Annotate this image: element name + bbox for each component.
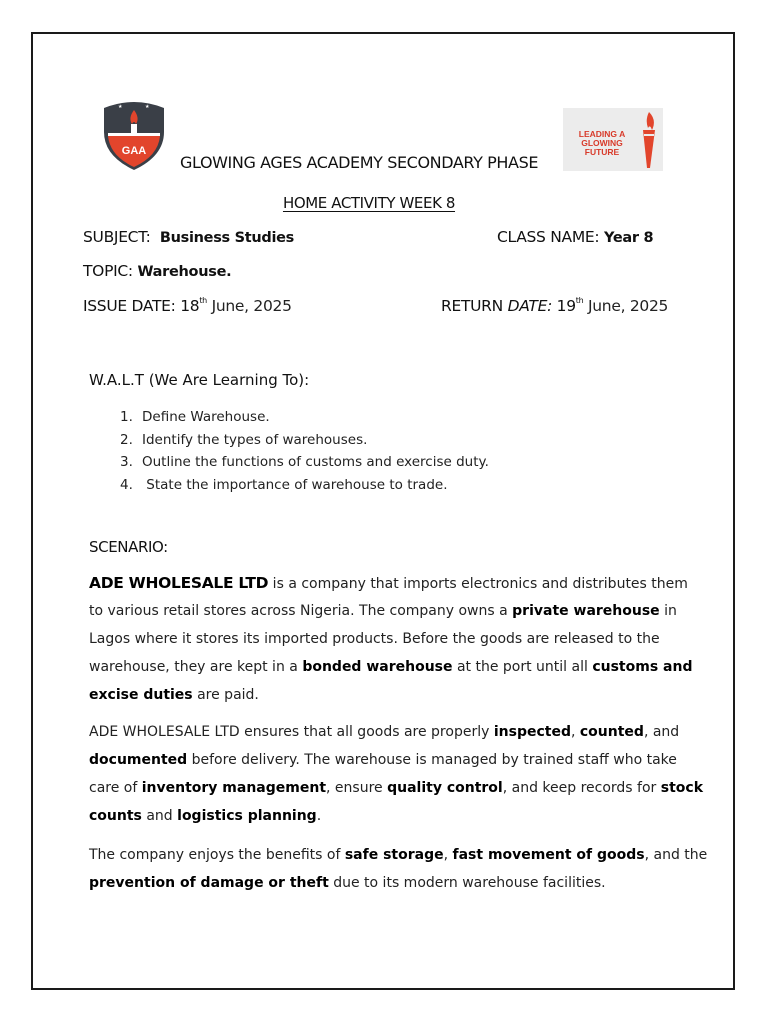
walt-item-number: 4. [120, 476, 133, 493]
p2-text: , and keep records for [502, 780, 661, 796]
return-date-label-italic: DATE: [507, 297, 552, 315]
p2-bold: counted [579, 724, 644, 740]
class-row [497, 228, 653, 246]
p1-bold: private warehouse [512, 603, 660, 619]
p2-bold: stock [660, 780, 704, 796]
company-name: ADE WHOLESALE LTD [89, 574, 269, 592]
return-date-rest: June, 2025 [588, 297, 669, 315]
p2-text: , ensure [326, 780, 388, 796]
p3-bold: safe storage [344, 847, 444, 863]
p3-bold: fast movement of goods [452, 847, 645, 863]
walt-list [120, 406, 489, 496]
p3-text: The company enjoys the benefits of [89, 847, 345, 863]
p3-text: due to its modern warehouse facilities. [328, 875, 606, 891]
activity-title [0, 194, 738, 212]
p1-text: at the port until all [452, 659, 593, 675]
school-crest-logo [100, 98, 168, 172]
p2-text: ADE WHOLESALE LTD ensures that all goods are properly [89, 724, 494, 740]
issue-date-label: ISSUE DATE: [83, 297, 176, 315]
p2-text: before delivery. The warehouse is managed by trained staff who take [187, 752, 677, 768]
walt-heading: W.A.L.T (We Are Learning To): [89, 371, 310, 389]
p1-text: to various retail stores across Nigeria. The company owns a [89, 603, 513, 619]
p2-bold: documented [89, 752, 188, 768]
slogan-logo [563, 108, 663, 171]
walt-item [120, 406, 489, 429]
walt-item-number: 3. [120, 454, 133, 471]
walt-item [120, 429, 489, 452]
scenario-paragraph-2 [89, 718, 704, 830]
subject-label: SUBJECT: [83, 228, 151, 246]
return-date-sup: th [575, 296, 584, 305]
p1-text: are paid. [192, 687, 259, 703]
walt-item-number: 1. [120, 409, 133, 425]
walt-item-text: Outline the functions of customs and exercise duty. [142, 454, 489, 471]
walt-item-text: Define Warehouse. [142, 409, 270, 425]
topic-value: Warehouse. [137, 264, 232, 280]
p1-text: is a company that imports electronics and distributes them [268, 576, 688, 592]
torch-icon [635, 110, 661, 170]
activity-title-text: HOME ACTIVITY WEEK 8 [282, 194, 456, 212]
scenario-heading: SCENARIO: [89, 538, 168, 556]
issue-date-day: 18 [180, 297, 200, 315]
p1-text: Lagos where it stores its imported products. Before the goods are released to the [89, 631, 660, 647]
p2-text: and [141, 808, 178, 824]
crest-logo-text: GAA [121, 145, 147, 157]
svg-text:★: ★ [145, 104, 150, 110]
subject-row [83, 228, 294, 246]
p2-bold: inspected [493, 724, 571, 740]
walt-item-text: State the importance of warehouse to trade. [146, 476, 448, 493]
issue-date-row [83, 296, 292, 315]
topic-row [83, 262, 231, 280]
topic-label: TOPIC: [83, 262, 133, 280]
p2-bold: counts [89, 808, 142, 824]
walt-item [120, 474, 489, 497]
p2-text: , and [643, 724, 680, 740]
scenario-paragraph-3 [89, 841, 708, 897]
subject-value: Business Studies [159, 230, 295, 246]
p2-text: , [570, 724, 580, 740]
walt-item-number: 2. [120, 431, 133, 448]
return-date-row [441, 296, 668, 315]
walt-item-text: Identify the types of warehouses. [142, 431, 368, 448]
p1-text: in [659, 603, 677, 619]
issue-date-sup: th [199, 296, 207, 305]
slogan-logo-text: LEADING A GLOWING FUTURE [578, 129, 626, 157]
svg-text:★: ★ [118, 104, 123, 110]
p2-bold: quality control [387, 780, 503, 796]
p2-text: care of [89, 780, 142, 796]
p1-text: warehouse, they are kept in a [89, 659, 303, 675]
return-date-label: RETURN [441, 297, 503, 315]
p1-bold: bonded warehouse [302, 659, 453, 675]
walt-item [120, 451, 489, 474]
scenario-paragraph-1 [89, 569, 693, 709]
p2-text: . [316, 808, 322, 824]
p1-bold: excise duties [89, 687, 193, 703]
p1-bold: customs and [592, 659, 693, 675]
p3-text: , [443, 847, 453, 863]
school-name: GLOWING AGES ACADEMY SECONDARY PHASE [180, 153, 539, 172]
p3-bold: prevention of damage or theft [89, 875, 329, 891]
p2-bold: inventory management [141, 780, 327, 796]
class-value: Year 8 [603, 230, 654, 246]
p2-bold: logistics planning [177, 808, 317, 824]
issue-date-rest: June, 2025 [211, 297, 292, 315]
p3-text: , and the [644, 847, 708, 863]
return-date-day: 19 [556, 297, 576, 315]
class-label: CLASS NAME: [497, 228, 600, 246]
